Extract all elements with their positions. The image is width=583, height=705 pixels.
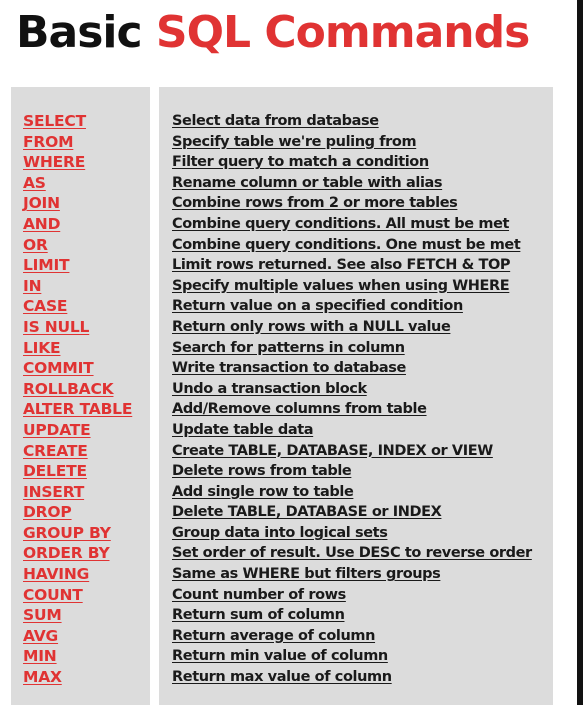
command-limit[interactable]: LIMIT <box>23 256 70 275</box>
command-alter-table[interactable]: ALTER TABLE <box>23 400 133 419</box>
command-group-by[interactable]: GROUP BY <box>23 523 111 542</box>
command-list <box>23 111 132 688</box>
command-description[interactable]: Write transaction to database <box>172 360 406 377</box>
page-title <box>16 4 529 62</box>
command-description[interactable]: Search for patterns in column <box>172 339 405 356</box>
command-description[interactable]: Same as WHERE but filters groups <box>172 566 441 583</box>
title-sql-commands: SQL Commands <box>155 7 530 58</box>
title-basic: Basic <box>16 7 142 58</box>
command-description[interactable]: Delete rows from table <box>172 463 352 480</box>
command-description[interactable]: Select data from database <box>172 113 379 129</box>
command-as[interactable]: AS <box>23 173 46 192</box>
command-description[interactable]: Combine rows from 2 or more tables <box>172 195 458 212</box>
command-description[interactable]: Return min value of column <box>172 648 388 665</box>
command-or[interactable]: OR <box>23 235 48 254</box>
command-from[interactable]: FROM <box>23 132 74 151</box>
command-description[interactable]: Return only rows with a NULL value <box>172 318 451 335</box>
command-having[interactable]: HAVING <box>23 565 90 584</box>
command-where[interactable]: WHERE <box>23 153 86 172</box>
command-select[interactable]: SELECT <box>23 112 86 130</box>
command-description[interactable]: Create TABLE, DATABASE, INDEX or VIEW <box>172 442 493 459</box>
command-description[interactable]: Add single row to table <box>172 483 354 500</box>
command-rollback[interactable]: ROLLBACK <box>23 379 114 398</box>
command-update[interactable]: UPDATE <box>23 420 91 439</box>
command-max[interactable]: MAX <box>23 668 62 687</box>
command-description[interactable]: Return average of column <box>172 627 376 644</box>
command-in[interactable]: IN <box>23 276 42 295</box>
command-description[interactable]: Combine query conditions. All must be met <box>172 215 510 232</box>
command-description[interactable]: Count number of rows <box>172 586 346 603</box>
description-list <box>172 111 532 688</box>
right-border <box>577 0 583 705</box>
command-description[interactable]: Return sum of column <box>172 607 345 624</box>
command-description[interactable]: Delete TABLE, DATABASE or INDEX <box>172 504 442 521</box>
command-description[interactable]: Return max value of column <box>172 669 392 686</box>
command-create[interactable]: CREATE <box>23 441 88 460</box>
command-delete[interactable]: DELETE <box>23 462 87 481</box>
command-description[interactable]: Set order of result. Use DESC to reverse order <box>172 545 532 562</box>
command-description[interactable]: Rename column or table with alias <box>172 174 443 191</box>
command-drop[interactable]: DROP <box>23 503 72 522</box>
command-description[interactable]: Add/Remove columns from table <box>172 401 427 418</box>
command-description[interactable]: Undo a transaction block <box>172 380 367 397</box>
command-description[interactable]: Group data into logical sets <box>172 524 388 541</box>
command-description[interactable]: Filter query to match a condition <box>172 154 429 171</box>
command-order-by[interactable]: ORDER BY <box>23 544 110 563</box>
command-insert[interactable]: INSERT <box>23 482 85 501</box>
command-avg[interactable]: AVG <box>23 626 59 645</box>
command-description[interactable]: Specify multiple values when using WHERE <box>172 277 510 294</box>
command-min[interactable]: MIN <box>23 647 57 666</box>
command-is-null[interactable]: IS NULL <box>23 317 90 336</box>
command-description[interactable]: Return value on a specified condition <box>172 298 463 315</box>
command-like[interactable]: LIKE <box>23 338 61 357</box>
command-join[interactable]: JOIN <box>23 194 60 213</box>
command-commit[interactable]: COMMIT <box>23 359 94 378</box>
command-count[interactable]: COUNT <box>23 585 83 604</box>
command-description[interactable]: Limit rows returned. See also FETCH & TOP <box>172 257 511 274</box>
command-description[interactable]: Update table data <box>172 421 314 438</box>
command-description[interactable]: Specify table we're puling from <box>172 133 417 150</box>
command-sum[interactable]: SUM <box>23 606 62 625</box>
command-description[interactable]: Combine query conditions. One must be met <box>172 236 521 253</box>
command-case[interactable]: CASE <box>23 297 68 316</box>
command-and[interactable]: AND <box>23 214 61 233</box>
